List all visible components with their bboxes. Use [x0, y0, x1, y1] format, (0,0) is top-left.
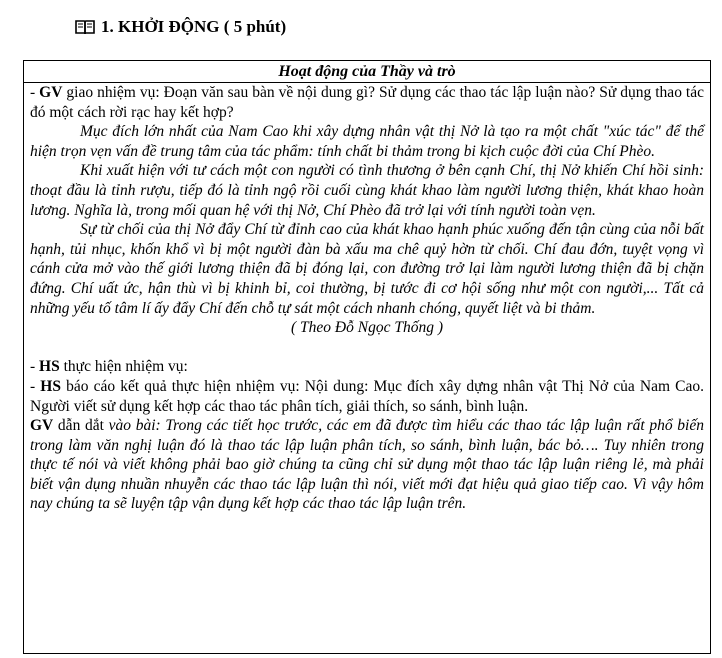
table-header: Hoạt động của Thầy và trò [24, 61, 710, 83]
hs-label: HS [39, 358, 60, 376]
teacher-task: - GV giao nhiệm vụ: Đoạn văn sau bàn về nội dung gì? Sử dụng các thao tác lập luận nào? Sử dụng thao tác đó một cách rời rạc hay kết hợp? [30, 84, 704, 121]
book-icon [75, 19, 95, 35]
passage-paragraph-2: Khi xuất hiện với tư cách một con người có tình thương ở bên cạnh Chí, thị Nở khiến Chí hồi sinh: thoạt đầu là tỉnh rượu, tiếp đó là tỉnh ngộ rồi cuối cùng khát khao làm người lương thiện, khát khao hoàn lương. Nghĩa là, trong mối quan hệ với thị Nở, Chí Phèo đã trở lại với tính người toàn vẹn. [30, 162, 704, 219]
passage-paragraph-3: Sự từ chối của thị Nở đẩy Chí từ đỉnh cao của khát khao hạnh phúc xuống đến tận cùng của nỗi bất hạnh, tủi nhục, khốn khổ vì bị một người đàn bà xấu ma chê quỷ hờn từ chối. Chí đau đớn, tuyệt vọng vì cánh cửa mở vào thế giới lương thiện đã bị đóng lại, con đường trở lại làm người lương thiện đã bị chặn đứng. Chí uất ức, hận thù vì bị khinh bỉ, coi thường, bị tước đi cơ hội sống như một con người,... Tất cả những yếu tố tâm lí ấy đẩy Chí đến chỗ tự sát một cách nhanh chóng, quyết liệt và bi thảm. [30, 221, 704, 317]
passage-source: ( Theo Đỗ Ngọc Thống ) [291, 319, 443, 337]
student-report: - HS báo cáo kết quả thực hiện nhiệm vụ: Nội dung: Mục đích xây dựng nhân vật Thị Nở của Nam Cao. Người viết sử dụng kết hợp các thao tác phân tích, giải thích, so sánh, bình luận. [30, 377, 704, 415]
gv-label: GV [30, 417, 54, 435]
section-heading-text: 1. KHỞI ĐỘNG ( 5 phút) [101, 17, 287, 36]
gv-label: GV [39, 84, 63, 101]
teacher-task-text: giao nhiệm vụ: Đoạn văn sau bàn về nội dung gì? Sử dụng các thao tác lập luận nào? Sử dụng thao tác đó một cách rời rạc hay kết hợp? [30, 84, 704, 121]
table-cell [24, 83, 710, 514]
passage-paragraph-1: Mục đích lớn nhất của Nam Cao khi xây dựng nhân vật thị Nở là tạo ra một chất "xúc tác" để thể hiện trọn vẹn vấn đề trung tâm của tác phẩm: tính chất bi thảm trong bi kịch cuộc đời của Chí Phèo. [30, 123, 704, 160]
hs-label: HS [40, 377, 61, 395]
spacer [30, 338, 704, 358]
teacher-intro-text: vào bài: Trong các tiết học trước, các em đã được tìm hiểu các thao tác lập luận rất phổ biến trong làm văn nghị luận đó là thao tác lập luận phân tích, so sánh, bình luận, bác bỏ…. Tuy nhiên trong thực tế nói và viết không phải bao giờ chúng ta cũng chỉ sử dụng một thao tác lập luận riêng lẻ, mà phải biết vận dụng nhuần nhuyễn các thao tác lập luận thì nói, viết mới đạt hiệu quả giao tiếp cao. Vì vậy hôm nay chúng ta sẽ luyện tập vận dụng kết hợp các thao tác lập luận trên. [30, 417, 704, 513]
section-heading [75, 16, 286, 38]
student-task: - HS thực hiện nhiệm vụ: [30, 358, 188, 376]
activity-table [23, 60, 711, 654]
teacher-intro: GV dẫn dắt vào bài: Trong các tiết học trước, các em đã được tìm hiểu các thao tác lập luận rất phổ biến trong làm văn nghị luận đó là thao tác lập luận phân tích, so sánh, bình luận, bác bỏ…. Tuy nhiên trong thực tế nói và viết không phải bao giờ chúng ta cũng chỉ sử dụng một thao tác lập luận riêng lẻ, mà phải biết vận dụng nhuần nhuyễn các thao tác lập luận thì nói, viết mới đạt hiệu quả giao tiếp cao. Vì vậy hôm nay chúng ta sẽ luyện tập vận dụng kết hợp các thao tác lập luận trên. [30, 417, 704, 513]
